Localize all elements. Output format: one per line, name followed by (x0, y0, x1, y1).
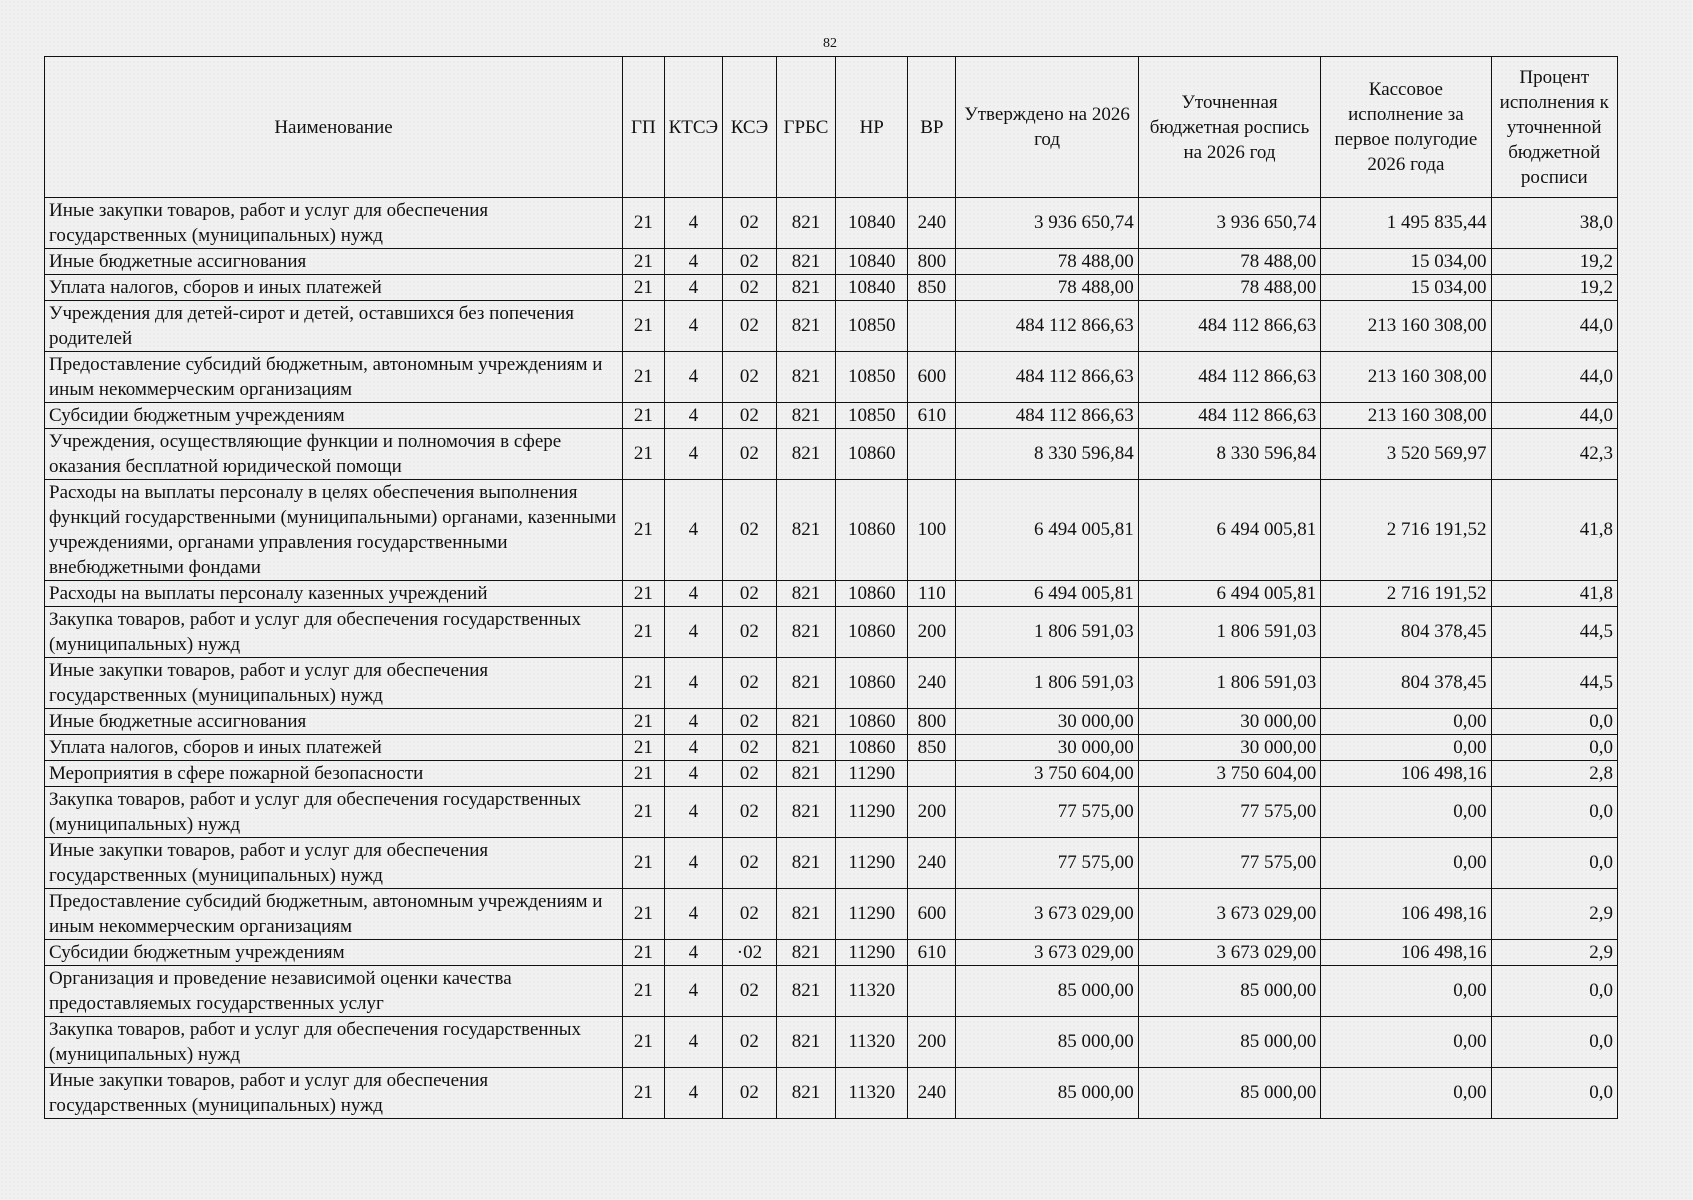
cell-approved: 85 000,00 (956, 966, 1138, 1017)
table-row (45, 838, 1618, 889)
cell-kse: 02 (722, 838, 776, 889)
cell-percent: 42,3 (1491, 429, 1618, 480)
table-row (45, 1017, 1618, 1068)
cell-grbs: 821 (776, 761, 835, 787)
cell-nr: 10860 (836, 735, 908, 761)
cell-grbs: 821 (776, 658, 835, 709)
header-vr: ВР (908, 57, 956, 198)
cell-cash: 804 378,45 (1321, 607, 1491, 658)
table-row (45, 709, 1618, 735)
cell-approved: 6 494 005,81 (956, 581, 1138, 607)
header-nr: НР (836, 57, 908, 198)
cell-cash: 15 034,00 (1321, 275, 1491, 301)
cell-nr: 10840 (836, 198, 908, 249)
cell-kse: 02 (722, 607, 776, 658)
cell-ktse: 4 (664, 761, 722, 787)
cell-gp: 21 (623, 352, 665, 403)
cell-ktse: 4 (664, 658, 722, 709)
header-row (45, 57, 1618, 198)
table-row (45, 940, 1618, 966)
cell-gp: 21 (623, 940, 665, 966)
cell-kse: 02 (722, 761, 776, 787)
cell-cash: 213 160 308,00 (1321, 301, 1491, 352)
cell-percent: 44,0 (1491, 301, 1618, 352)
table-body (45, 198, 1618, 1119)
cell-vr: 850 (908, 735, 956, 761)
cell-grbs: 821 (776, 429, 835, 480)
cell-gp: 21 (623, 275, 665, 301)
cell-cash: 0,00 (1321, 1017, 1491, 1068)
cell-cash: 213 160 308,00 (1321, 403, 1491, 429)
cell-nr: 10860 (836, 480, 908, 581)
cell-nr: 10850 (836, 352, 908, 403)
cell-approved: 78 488,00 (956, 275, 1138, 301)
cell-cash: 0,00 (1321, 966, 1491, 1017)
cell-cash: 106 498,16 (1321, 940, 1491, 966)
header-percent: Процент исполнения к уточненной бюджетной росписи (1491, 57, 1618, 198)
cell-approved: 8 330 596,84 (956, 429, 1138, 480)
cell-gp: 21 (623, 198, 665, 249)
cell-name: Иные закупки товаров, работ и услуг для обеспечения государственных (муниципальных) нужд (45, 198, 623, 249)
cell-refined: 30 000,00 (1138, 735, 1320, 761)
cell-gp: 21 (623, 429, 665, 480)
cell-refined: 484 112 866,63 (1138, 301, 1320, 352)
cell-refined: 3 936 650,74 (1138, 198, 1320, 249)
cell-vr (908, 301, 956, 352)
cell-ktse: 4 (664, 735, 722, 761)
cell-approved: 30 000,00 (956, 735, 1138, 761)
header-cash: Кассовое исполнение за первое полугодие 2026 года (1321, 57, 1491, 198)
cell-cash: 0,00 (1321, 735, 1491, 761)
cell-gp: 21 (623, 581, 665, 607)
cell-kse: 02 (722, 889, 776, 940)
cell-kse: 02 (722, 249, 776, 275)
cell-name: Предоставление субсидий бюджетным, автономным учреждениям и иным некоммерческим организациям (45, 352, 623, 403)
cell-name: Организация и проведение независимой оценки качества предоставляемых государственных услуг (45, 966, 623, 1017)
cell-name: Иные закупки товаров, работ и услуг для обеспечения государственных (муниципальных) нужд (45, 658, 623, 709)
cell-vr: 600 (908, 889, 956, 940)
table-row (45, 761, 1618, 787)
cell-refined: 85 000,00 (1138, 1068, 1320, 1119)
cell-percent: 0,0 (1491, 709, 1618, 735)
cell-nr: 10850 (836, 403, 908, 429)
table-row (45, 787, 1618, 838)
cell-approved: 3 750 604,00 (956, 761, 1138, 787)
cell-refined: 3 750 604,00 (1138, 761, 1320, 787)
cell-ktse: 4 (664, 966, 722, 1017)
cell-cash: 106 498,16 (1321, 761, 1491, 787)
table-row (45, 352, 1618, 403)
cell-vr: 850 (908, 275, 956, 301)
cell-ktse: 4 (664, 1068, 722, 1119)
cell-nr: 10850 (836, 301, 908, 352)
cell-grbs: 821 (776, 709, 835, 735)
cell-nr: 11320 (836, 966, 908, 1017)
cell-approved: 3 936 650,74 (956, 198, 1138, 249)
table-row (45, 607, 1618, 658)
cell-grbs: 821 (776, 735, 835, 761)
cell-gp: 21 (623, 966, 665, 1017)
cell-ktse: 4 (664, 838, 722, 889)
table-row (45, 889, 1618, 940)
table-row (45, 735, 1618, 761)
cell-grbs: 821 (776, 581, 835, 607)
cell-vr: 200 (908, 787, 956, 838)
cell-approved: 484 112 866,63 (956, 301, 1138, 352)
cell-gp: 21 (623, 787, 665, 838)
cell-vr (908, 966, 956, 1017)
table-row (45, 658, 1618, 709)
cell-name: Закупка товаров, работ и услуг для обеспечения государственных (муниципальных) нужд (45, 787, 623, 838)
cell-ktse: 4 (664, 198, 722, 249)
cell-grbs: 821 (776, 966, 835, 1017)
cell-refined: 85 000,00 (1138, 966, 1320, 1017)
cell-refined: 3 673 029,00 (1138, 940, 1320, 966)
cell-approved: 78 488,00 (956, 249, 1138, 275)
header-approved: Утверждено на 2026 год (956, 57, 1138, 198)
header-name: Наименование (45, 57, 623, 198)
cell-refined: 78 488,00 (1138, 249, 1320, 275)
cell-nr: 10860 (836, 607, 908, 658)
cell-gp: 21 (623, 1017, 665, 1068)
cell-kse: 02 (722, 709, 776, 735)
cell-grbs: 821 (776, 1017, 835, 1068)
cell-nr: 10860 (836, 658, 908, 709)
cell-kse: 02 (722, 429, 776, 480)
cell-percent: 2,9 (1491, 889, 1618, 940)
page-number: 82 (823, 36, 837, 51)
cell-ktse: 4 (664, 607, 722, 658)
cell-percent: 41,8 (1491, 480, 1618, 581)
cell-ktse: 4 (664, 429, 722, 480)
cell-name: Расходы на выплаты персоналу казенных учреждений (45, 581, 623, 607)
cell-ktse: 4 (664, 403, 722, 429)
cell-nr: 11290 (836, 940, 908, 966)
cell-grbs: 821 (776, 607, 835, 658)
cell-refined: 484 112 866,63 (1138, 403, 1320, 429)
table-row (45, 581, 1618, 607)
cell-gp: 21 (623, 480, 665, 581)
cell-gp: 21 (623, 301, 665, 352)
cell-cash: 213 160 308,00 (1321, 352, 1491, 403)
cell-ktse: 4 (664, 709, 722, 735)
cell-refined: 85 000,00 (1138, 1017, 1320, 1068)
cell-cash: 15 034,00 (1321, 249, 1491, 275)
cell-cash: 804 378,45 (1321, 658, 1491, 709)
header-refined: Уточненная бюджетная роспись на 2026 год (1138, 57, 1320, 198)
budget-table (44, 56, 1618, 1119)
cell-grbs: 821 (776, 889, 835, 940)
cell-ktse: 4 (664, 1017, 722, 1068)
cell-approved: 484 112 866,63 (956, 352, 1138, 403)
cell-vr: 240 (908, 198, 956, 249)
cell-refined: 1 806 591,03 (1138, 607, 1320, 658)
cell-vr: 240 (908, 658, 956, 709)
cell-vr (908, 761, 956, 787)
cell-vr: 110 (908, 581, 956, 607)
cell-cash: 0,00 (1321, 709, 1491, 735)
cell-grbs: 821 (776, 198, 835, 249)
cell-name: Иные закупки товаров, работ и услуг для обеспечения государственных (муниципальных) нужд (45, 1068, 623, 1119)
cell-kse: 02 (722, 480, 776, 581)
table-row (45, 480, 1618, 581)
table-row (45, 249, 1618, 275)
cell-cash: 106 498,16 (1321, 889, 1491, 940)
cell-grbs: 821 (776, 275, 835, 301)
cell-vr: 240 (908, 838, 956, 889)
cell-kse: 02 (722, 735, 776, 761)
cell-ktse: 4 (664, 301, 722, 352)
cell-approved: 85 000,00 (956, 1017, 1138, 1068)
cell-kse: 02 (722, 1017, 776, 1068)
cell-name: Уплата налогов, сборов и иных платежей (45, 735, 623, 761)
cell-refined: 6 494 005,81 (1138, 581, 1320, 607)
cell-nr: 10860 (836, 581, 908, 607)
cell-name: Учреждения, осуществляющие функции и полномочия в сфере оказания бесплатной юридической помощи (45, 429, 623, 480)
cell-grbs: 821 (776, 480, 835, 581)
cell-refined: 77 575,00 (1138, 787, 1320, 838)
cell-cash: 2 716 191,52 (1321, 480, 1491, 581)
cell-vr: 100 (908, 480, 956, 581)
cell-percent: 2,9 (1491, 940, 1618, 966)
cell-ktse: 4 (664, 480, 722, 581)
cell-grbs: 821 (776, 403, 835, 429)
cell-grbs: 821 (776, 301, 835, 352)
cell-nr: 11290 (836, 838, 908, 889)
cell-vr: 800 (908, 709, 956, 735)
cell-kse: 02 (722, 581, 776, 607)
cell-vr: 200 (908, 607, 956, 658)
cell-vr: 800 (908, 249, 956, 275)
cell-percent: 0,0 (1491, 1017, 1618, 1068)
cell-ktse: 4 (664, 352, 722, 403)
cell-percent: 2,8 (1491, 761, 1618, 787)
cell-nr: 11290 (836, 889, 908, 940)
cell-percent: 44,0 (1491, 352, 1618, 403)
cell-nr: 11290 (836, 787, 908, 838)
cell-percent: 38,0 (1491, 198, 1618, 249)
table-row (45, 966, 1618, 1017)
cell-refined: 3 673 029,00 (1138, 889, 1320, 940)
table-row (45, 275, 1618, 301)
cell-name: Мероприятия в сфере пожарной безопасности (45, 761, 623, 787)
cell-nr: 10840 (836, 249, 908, 275)
cell-gp: 21 (623, 249, 665, 275)
table-header (45, 57, 1618, 198)
cell-kse: ·02 (722, 940, 776, 966)
cell-ktse: 4 (664, 249, 722, 275)
cell-refined: 6 494 005,81 (1138, 480, 1320, 581)
cell-ktse: 4 (664, 940, 722, 966)
cell-gp: 21 (623, 709, 665, 735)
cell-gp: 21 (623, 607, 665, 658)
cell-vr: 610 (908, 403, 956, 429)
cell-name: Субсидии бюджетным учреждениям (45, 940, 623, 966)
cell-refined: 8 330 596,84 (1138, 429, 1320, 480)
cell-kse: 02 (722, 658, 776, 709)
cell-approved: 85 000,00 (956, 1068, 1138, 1119)
cell-approved: 30 000,00 (956, 709, 1138, 735)
cell-name: Предоставление субсидий бюджетным, автономным учреждениям и иным некоммерческим организациям (45, 889, 623, 940)
cell-percent: 0,0 (1491, 838, 1618, 889)
cell-percent: 0,0 (1491, 735, 1618, 761)
cell-ktse: 4 (664, 275, 722, 301)
table-row (45, 403, 1618, 429)
header-ktse: КТСЭ (664, 57, 722, 198)
cell-kse: 02 (722, 352, 776, 403)
cell-cash: 0,00 (1321, 1068, 1491, 1119)
cell-name: Уплата налогов, сборов и иных платежей (45, 275, 623, 301)
header-kse: КСЭ (722, 57, 776, 198)
cell-grbs: 821 (776, 249, 835, 275)
cell-refined: 1 806 591,03 (1138, 658, 1320, 709)
cell-vr: 600 (908, 352, 956, 403)
cell-approved: 77 575,00 (956, 838, 1138, 889)
cell-refined: 78 488,00 (1138, 275, 1320, 301)
cell-kse: 02 (722, 1068, 776, 1119)
cell-approved: 6 494 005,81 (956, 480, 1138, 581)
cell-cash: 1 495 835,44 (1321, 198, 1491, 249)
cell-ktse: 4 (664, 787, 722, 838)
cell-percent: 44,5 (1491, 658, 1618, 709)
cell-name: Иные бюджетные ассигнования (45, 249, 623, 275)
cell-nr: 11320 (836, 1017, 908, 1068)
cell-percent: 44,0 (1491, 403, 1618, 429)
table-row (45, 301, 1618, 352)
cell-approved: 484 112 866,63 (956, 403, 1138, 429)
cell-ktse: 4 (664, 889, 722, 940)
header-grbs: ГРБС (776, 57, 835, 198)
cell-percent: 0,0 (1491, 1068, 1618, 1119)
cell-kse: 02 (722, 787, 776, 838)
cell-approved: 77 575,00 (956, 787, 1138, 838)
cell-gp: 21 (623, 735, 665, 761)
cell-percent: 0,0 (1491, 787, 1618, 838)
cell-kse: 02 (722, 403, 776, 429)
cell-approved: 1 806 591,03 (956, 607, 1138, 658)
cell-vr: 610 (908, 940, 956, 966)
cell-name: Иные закупки товаров, работ и услуг для обеспечения государственных (муниципальных) нужд (45, 838, 623, 889)
cell-cash: 3 520 569,97 (1321, 429, 1491, 480)
cell-gp: 21 (623, 889, 665, 940)
cell-grbs: 821 (776, 787, 835, 838)
cell-nr: 10840 (836, 275, 908, 301)
table-row (45, 198, 1618, 249)
cell-kse: 02 (722, 198, 776, 249)
cell-percent: 41,8 (1491, 581, 1618, 607)
cell-vr: 240 (908, 1068, 956, 1119)
cell-approved: 1 806 591,03 (956, 658, 1138, 709)
cell-name: Расходы на выплаты персоналу в целях обеспечения выполнения функций государственными (муниципальными) органами, казенными учреждениями, органами управления государственными внебюджетными фондами (45, 480, 623, 581)
cell-grbs: 821 (776, 1068, 835, 1119)
cell-percent: 19,2 (1491, 249, 1618, 275)
cell-gp: 21 (623, 403, 665, 429)
cell-percent: 44,5 (1491, 607, 1618, 658)
cell-name: Закупка товаров, работ и услуг для обеспечения государственных (муниципальных) нужд (45, 1017, 623, 1068)
cell-gp: 21 (623, 1068, 665, 1119)
cell-name: Закупка товаров, работ и услуг для обеспечения государственных (муниципальных) нужд (45, 607, 623, 658)
table-row (45, 1068, 1618, 1119)
cell-cash: 0,00 (1321, 787, 1491, 838)
cell-name: Субсидии бюджетным учреждениям (45, 403, 623, 429)
cell-gp: 21 (623, 761, 665, 787)
cell-grbs: 821 (776, 352, 835, 403)
cell-gp: 21 (623, 658, 665, 709)
cell-name: Иные бюджетные ассигнования (45, 709, 623, 735)
table-row (45, 429, 1618, 480)
cell-name: Учреждения для детей-сирот и детей, оставшихся без попечения родителей (45, 301, 623, 352)
cell-kse: 02 (722, 275, 776, 301)
cell-gp: 21 (623, 838, 665, 889)
cell-vr: 200 (908, 1017, 956, 1068)
cell-cash: 0,00 (1321, 838, 1491, 889)
cell-refined: 484 112 866,63 (1138, 352, 1320, 403)
cell-percent: 0,0 (1491, 966, 1618, 1017)
cell-ktse: 4 (664, 581, 722, 607)
cell-kse: 02 (722, 301, 776, 352)
cell-nr: 11320 (836, 1068, 908, 1119)
cell-grbs: 821 (776, 940, 835, 966)
cell-approved: 3 673 029,00 (956, 940, 1138, 966)
cell-approved: 3 673 029,00 (956, 889, 1138, 940)
cell-percent: 19,2 (1491, 275, 1618, 301)
cell-cash: 2 716 191,52 (1321, 581, 1491, 607)
cell-refined: 77 575,00 (1138, 838, 1320, 889)
cell-refined: 30 000,00 (1138, 709, 1320, 735)
cell-vr (908, 429, 956, 480)
header-gp: ГП (623, 57, 665, 198)
cell-kse: 02 (722, 966, 776, 1017)
cell-nr: 10860 (836, 429, 908, 480)
cell-nr: 11290 (836, 761, 908, 787)
cell-nr: 10860 (836, 709, 908, 735)
cell-grbs: 821 (776, 838, 835, 889)
